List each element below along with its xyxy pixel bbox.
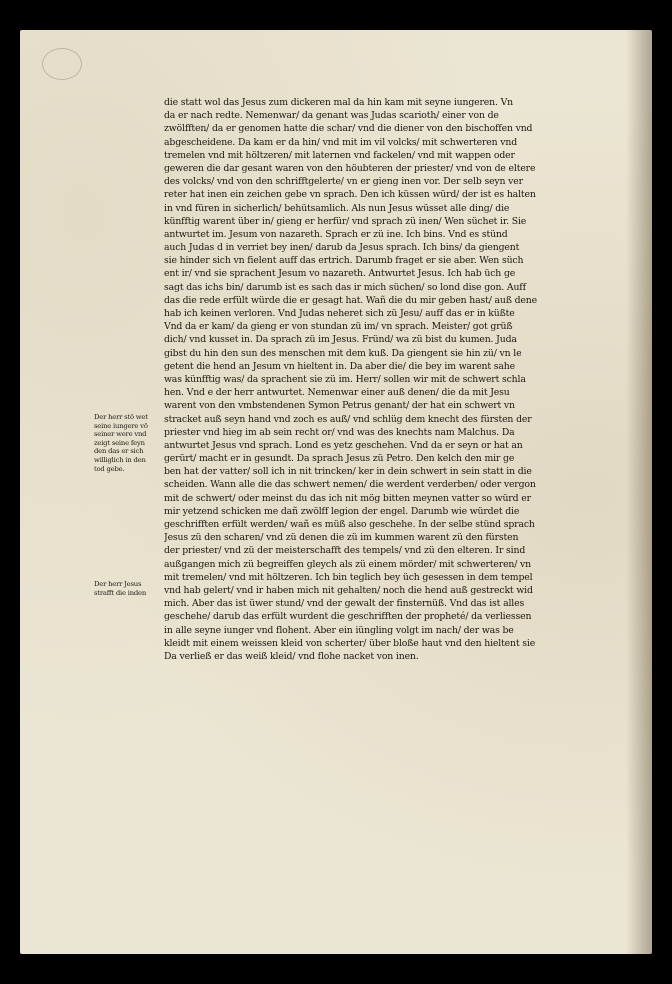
text-line: in alle seyne iunger vnd flohent. Aber ein iüngling volgt im nach/ der was be: [164, 624, 514, 636]
text-line: sagt das ichs bin/ darumb ist es sach das ir mich süchen/ so lond dise gon. Auff: [164, 281, 526, 293]
text-line: außgangen mich zü begreiffen gleych als zü einem mörder/ mit schwerteren/ vn: [164, 558, 531, 570]
text-line: sie hinder sich vn fielent auff das ertrich. Darumb fraget er sie aber. Wen süch: [164, 255, 524, 267]
text-line: stracket auß seyn hand vnd zoch es auß/ vnd schlüg dem knecht des fürsten der: [164, 413, 532, 425]
margin-note-line: strafft die inden: [94, 588, 147, 597]
text-line: scheiden. Wann alle die das schwert nemen/ die werdent verderben/ oder vergon: [164, 479, 536, 491]
margin-note-line: den das er sich: [94, 447, 144, 456]
text-line: geweren die dar gesant waren von den höubteren der priester/ vnd von de eltere: [164, 162, 536, 174]
text-line: in vnd füren in sicherlich/ behütsamlich. Als nun Jesus wüsset alle ding/ die: [164, 202, 510, 214]
text-line: künfftig warent über in/ gieng er herfür/ vnd sprach zü inen/ Wen süchet ir. Sie: [164, 215, 527, 227]
text-line: abgescheidene. Da kam er da hin/ vnd mit im vil volcks/ mit schwerteren vnd: [164, 136, 517, 148]
text-line: die statt wol das Jesus zum dickeren mal da hin kam mit seyne iungeren. Vn: [164, 97, 513, 108]
gutter-shadow: [626, 30, 652, 954]
text-line: hab ich keinen verloren. Vnd Judas neheret sich zü Jesu/ auff das er in küßte: [164, 308, 515, 319]
text-line: mit de schwert/ oder meinst du das ich nit mög bitten meynen vatter so würd er: [164, 492, 531, 504]
text-line: vnd hab gelert/ vnd ir haben mich nit gehalten/ noch die hend auß gestreckt wid: [164, 584, 533, 596]
text-line: mir yetzend schicken me dañ zwölff legion der engel. Darumb wie würdet die: [164, 505, 520, 517]
text-line: der priester/ vnd zü der meisterschafft des tempels/ vnd zü den elteren. Ir sind: [164, 545, 526, 557]
text-line: antwurtet im. Jesum von nazareth. Sprach er zü ine. Ich bins. Vnd es stünd: [164, 228, 508, 240]
text-line: geschrifften erfült werden/ wañ es müß also geschehe. In der selbe stünd sprach: [164, 519, 535, 530]
text-line: des volcks/ vnd von den schrifftgelerte/ vn er gieng inen vor. Der selb seyn ver: [164, 176, 523, 188]
margin-note-line: tod gebe.: [94, 464, 125, 473]
text-line: gerürt/ macht er in gesundt. Da sprach Jesus zü Petro. Den kelch den mir ge: [164, 453, 515, 465]
margin-note-line: seiner were vnd: [94, 430, 147, 439]
text-line: auch Judas d in verriet bey inen/ darub da Jesus sprach. Ich bins/ da giengent: [164, 242, 520, 254]
main-text-column: [164, 96, 624, 663]
text-line: hen. Vnd e der herr antwurtet. Nemenwar einer auß denen/ die da mit Jesu: [164, 387, 510, 399]
margin-note-1: [94, 413, 184, 473]
text-line: priester vnd hieg im ab sein recht or/ vnd was des knechts nam Malchus. Da: [164, 426, 515, 438]
book-page: [20, 30, 652, 954]
text-line: Da verließ er das weiß kleid/ vnd flohe nacket von inen.: [164, 650, 419, 662]
text-line: mit tremelen/ vnd mit höltzeren. Ich bin teglich bey üch gesessen in dem tempel: [164, 571, 533, 583]
text-line: kleidt mit einem weissen kleid von scherter/ über bloße haut vnd den hieltent sie: [164, 637, 536, 649]
text-line: tremelen vnd mit höltzeren/ mit laternen vnd fackelen/ vnd mit wappen oder: [164, 149, 515, 161]
text-line: da er nach redte. Nemenwar/ da genant was Judas scarioth/ einer von de: [164, 110, 499, 122]
text-line: das die rede erfült würde die er gesagt hat. Wañ die du mir geben hast/ auß dene: [164, 294, 537, 306]
text-line: ben hat der vatter/ soll ich in nit trincken/ ker in dein schwert in sein statt in die: [164, 466, 532, 478]
margin-note-line: zeigt seine feyn: [94, 438, 145, 447]
text-line: ent ir/ vnd sie sprachent Jesum vo nazareth. Antwurtet Jesus. Ich hab üch ge: [164, 268, 516, 280]
margin-note-line: williglich in den: [94, 455, 146, 464]
text-line: geschehe/ darub das erfült wurdent die geschrifften der propheté/ da verliessen: [164, 611, 532, 623]
margin-note-line: Der herr Jesus: [94, 580, 142, 588]
margin-note-line: seine iungere vō: [94, 421, 148, 430]
text-line: Jesus zü den scharen/ vnd zü denen die zü im kummen warent zü den fürsten: [164, 532, 519, 544]
text-line: dich/ vnd kusset in. Da sprach zü im Jesus. Fründ/ wa zü bist du kumen. Juda: [164, 334, 517, 346]
text-line: reter hat inen ein zeichen gebe vn sprach. Den ich küssen würd/ der ist es halten: [164, 189, 536, 201]
text-line: Vnd da er kam/ da gieng er von stundan zü im/ vn sprach. Meister/ got grüß: [164, 321, 513, 333]
text-line: getent die hend an Jesum vn hieltent in. Da aber die/ die bey im warent sahe: [164, 360, 515, 372]
text-line: zwölfften/ da er genomen hatte die schar/ vnd die diener von den bischoffen vnd: [164, 123, 533, 135]
text-line: warent von den vmbstendenen Symon Petrus genant/ der hat ein schwert vn: [164, 400, 515, 412]
text-line: antwurtet Jesus vnd sprach. Lond es yetz geschehen. Vnd da er seyn or hat an: [164, 439, 523, 451]
text-line: was künfftig was/ da sprachent sie zü im. Herr/ sollen wir mit de schwert schla: [164, 373, 526, 385]
margin-note-line: Der herr stö wet: [94, 413, 148, 421]
margin-note-2: [94, 580, 184, 597]
text-line: gibst du hin den sun des menschen mit dem kuß. Da giengent sie hin zü/ vn le: [164, 347, 522, 359]
text-line: mich. Aber das ist üwer stund/ vnd der gewalt der finsternüß. Vnd das ist alles: [164, 598, 525, 610]
library-stamp: [42, 48, 82, 80]
